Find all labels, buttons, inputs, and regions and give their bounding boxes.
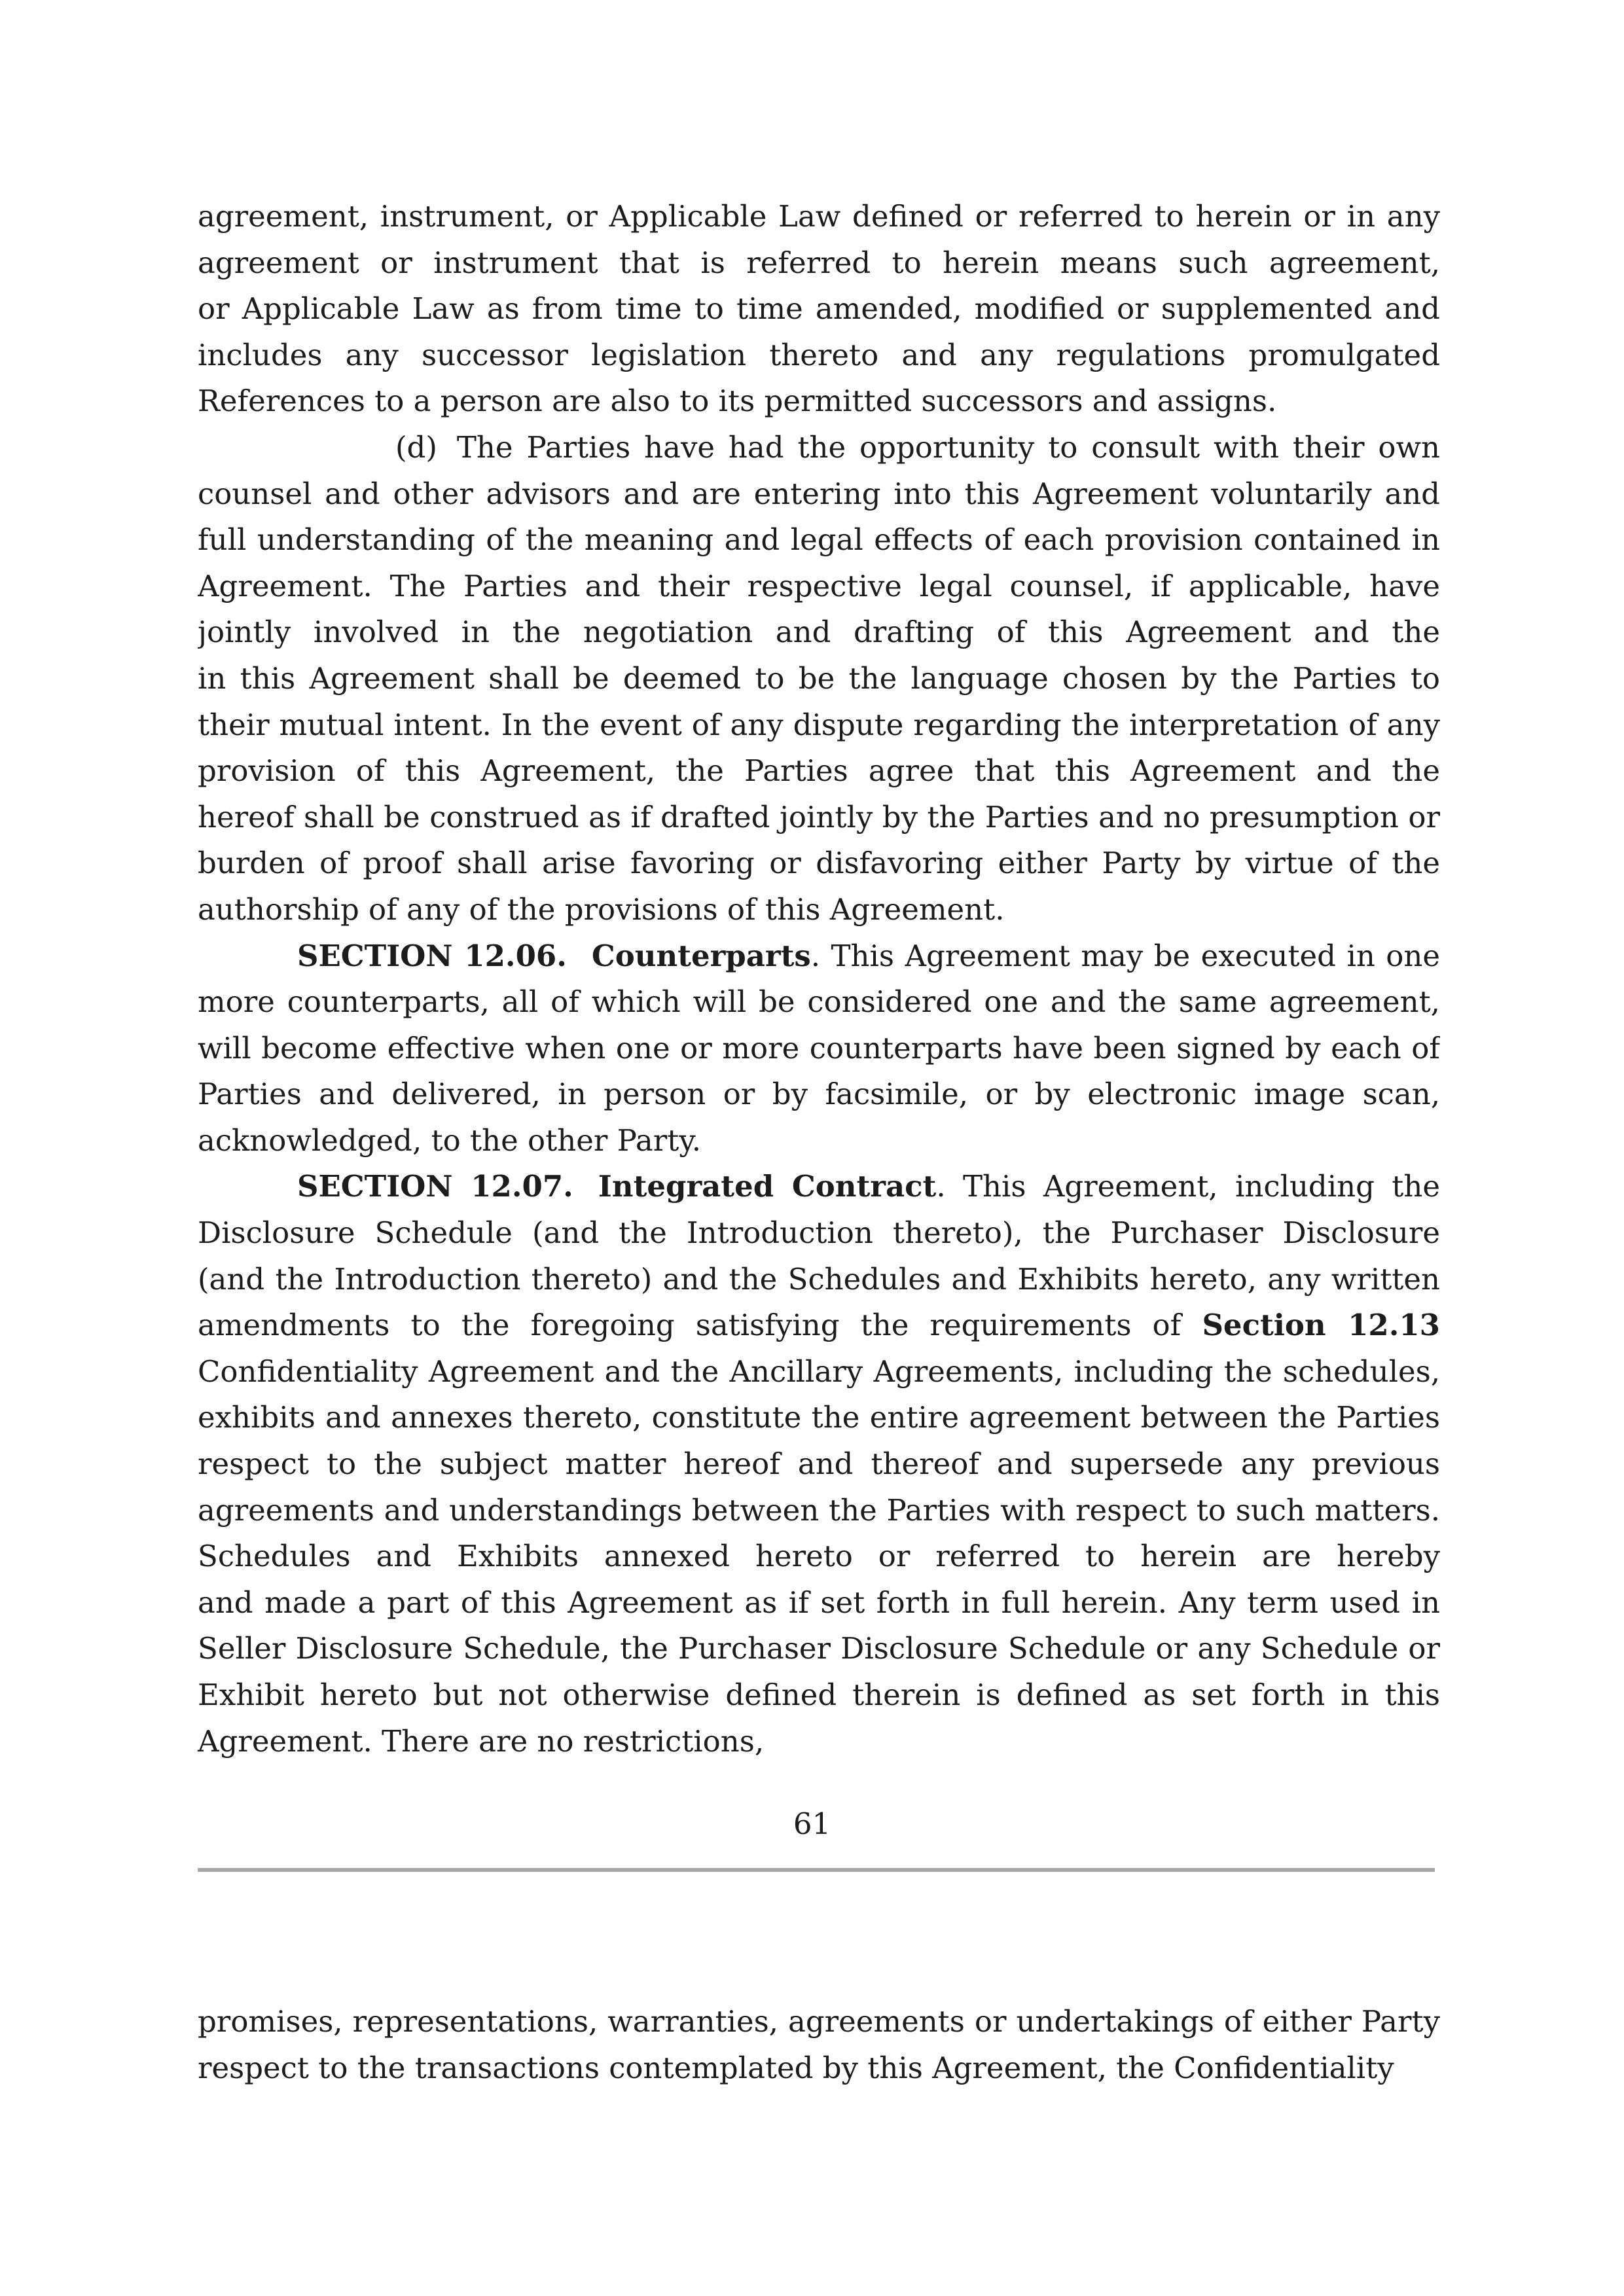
body-line: promises, representations, warranties, agreements or undertakings of either Party [198, 2004, 1440, 2039]
body-line: provision of this Agreement, the Parties agree that this Agreement and the [198, 753, 1440, 789]
body-line: and made a part of this Agreement as if set forth in full herein. Any term used in [198, 1585, 1440, 1620]
page-number: 61 [793, 1806, 831, 1841]
body-line: will become effective when one or more counterparts have been signed by each of [198, 1030, 1440, 1066]
body-line-with-reference: amendments to the foregoing satisfying the requirements of Section 12.13 [198, 1308, 1440, 1343]
body-line: authorship of any of the provisions of this Agreement. [198, 891, 1005, 927]
section-12-06-heading-line: SECTION 12.06. Counterparts. This Agreement may be executed in one [297, 938, 1440, 973]
body-line: includes any successor legislation thereto and any regulations promulgated [198, 337, 1440, 372]
body-line: agreement or instrument that is referred to herein means such agreement, [198, 245, 1440, 280]
body-line: agreement, instrument, or Applicable Law defined or referred to herein or in any [198, 199, 1440, 234]
body-line: their mutual intent. In the event of any dispute regarding the interpretation of any [198, 707, 1440, 742]
body-line: Exhibit hereto but not otherwise defined therein is defined as set forth in this [198, 1677, 1440, 1712]
paragraph-d-label: (d) [395, 429, 437, 465]
body-line: full understanding of the meaning and legal effects of each provision contained in [198, 522, 1440, 558]
body-line: respect to the transactions contemplated by this Agreement, the Confidentiality [198, 2050, 1394, 2085]
body-line: Seller Disclosure Schedule, the Purchaser Disclosure Schedule or any Schedule or [198, 1631, 1440, 1666]
section-12-07-heading-line: SECTION 12.07. Integrated Contract. This Agreement, including the [297, 1169, 1440, 1204]
body-line: or Applicable Law as from time to time amended, modified or supplemented and [198, 291, 1440, 327]
body-line: jointly involved in the negotiation and drafting of this Agreement and the [198, 615, 1440, 650]
page-61-body [198, 194, 1440, 1765]
body-line: more counterparts, all of which will be considered one and the same agreement, [198, 984, 1440, 1020]
page-62-body [198, 1999, 1440, 2091]
body-line: agreements and understandings between the Parties with respect to such matters. [198, 1492, 1440, 1528]
body-line: Confidentiality Agreement and the Ancillary Agreements, including the schedules, [198, 1354, 1440, 1389]
body-line: respect to the subject matter hereof and thereof and supersede any previous [198, 1446, 1440, 1482]
body-line: Agreement. The Parties and their respective legal counsel, if applicable, have [198, 568, 1440, 603]
body-line: hereof shall be construed as if drafted jointly by the Parties and no presumption or [198, 799, 1440, 834]
page-break-divider [198, 1868, 1435, 1872]
section-title: Integrated Contract [598, 1169, 937, 1204]
body-line: Schedules and Exhibits annexed hereto or referred to herein are hereby [198, 1539, 1440, 1574]
section-number: SECTION 12.06. [297, 938, 567, 973]
body-line: in this Agreement shall be deemed to be the language chosen by the Parties to [198, 660, 1440, 696]
body-line: (and the Introduction thereto) and the Schedules and Exhibits hereto, any written [198, 1261, 1440, 1297]
cross-reference: Section 12.13 [1202, 1308, 1440, 1343]
body-line: Disclosure Schedule (and the Introduction thereto), the Purchaser Disclosure [198, 1215, 1440, 1251]
body-line: burden of proof shall arise favoring or disfavoring either Party by virtue of the [198, 846, 1440, 881]
body-line: acknowledged, to the other Party. [198, 1122, 702, 1158]
section-title: Counterparts [591, 938, 811, 973]
body-line: exhibits and annexes thereto, constitute the entire agreement between the Parties [198, 1400, 1440, 1435]
section-number: SECTION 12.07. [297, 1169, 573, 1204]
body-line: counsel and other advisors and are entering into this Agreement voluntarily and [198, 476, 1440, 511]
body-line: References to a person are also to its permitted successors and assigns. [198, 384, 1277, 419]
paragraph-d-first-line: (d) The Parties have had the opportunity to consult with their own [395, 429, 1440, 465]
body-line: Parties and delivered, in person or by facsimile, or by electronic image scan, [198, 1077, 1440, 1112]
body-line: Agreement. There are no restrictions, [198, 1723, 765, 1759]
